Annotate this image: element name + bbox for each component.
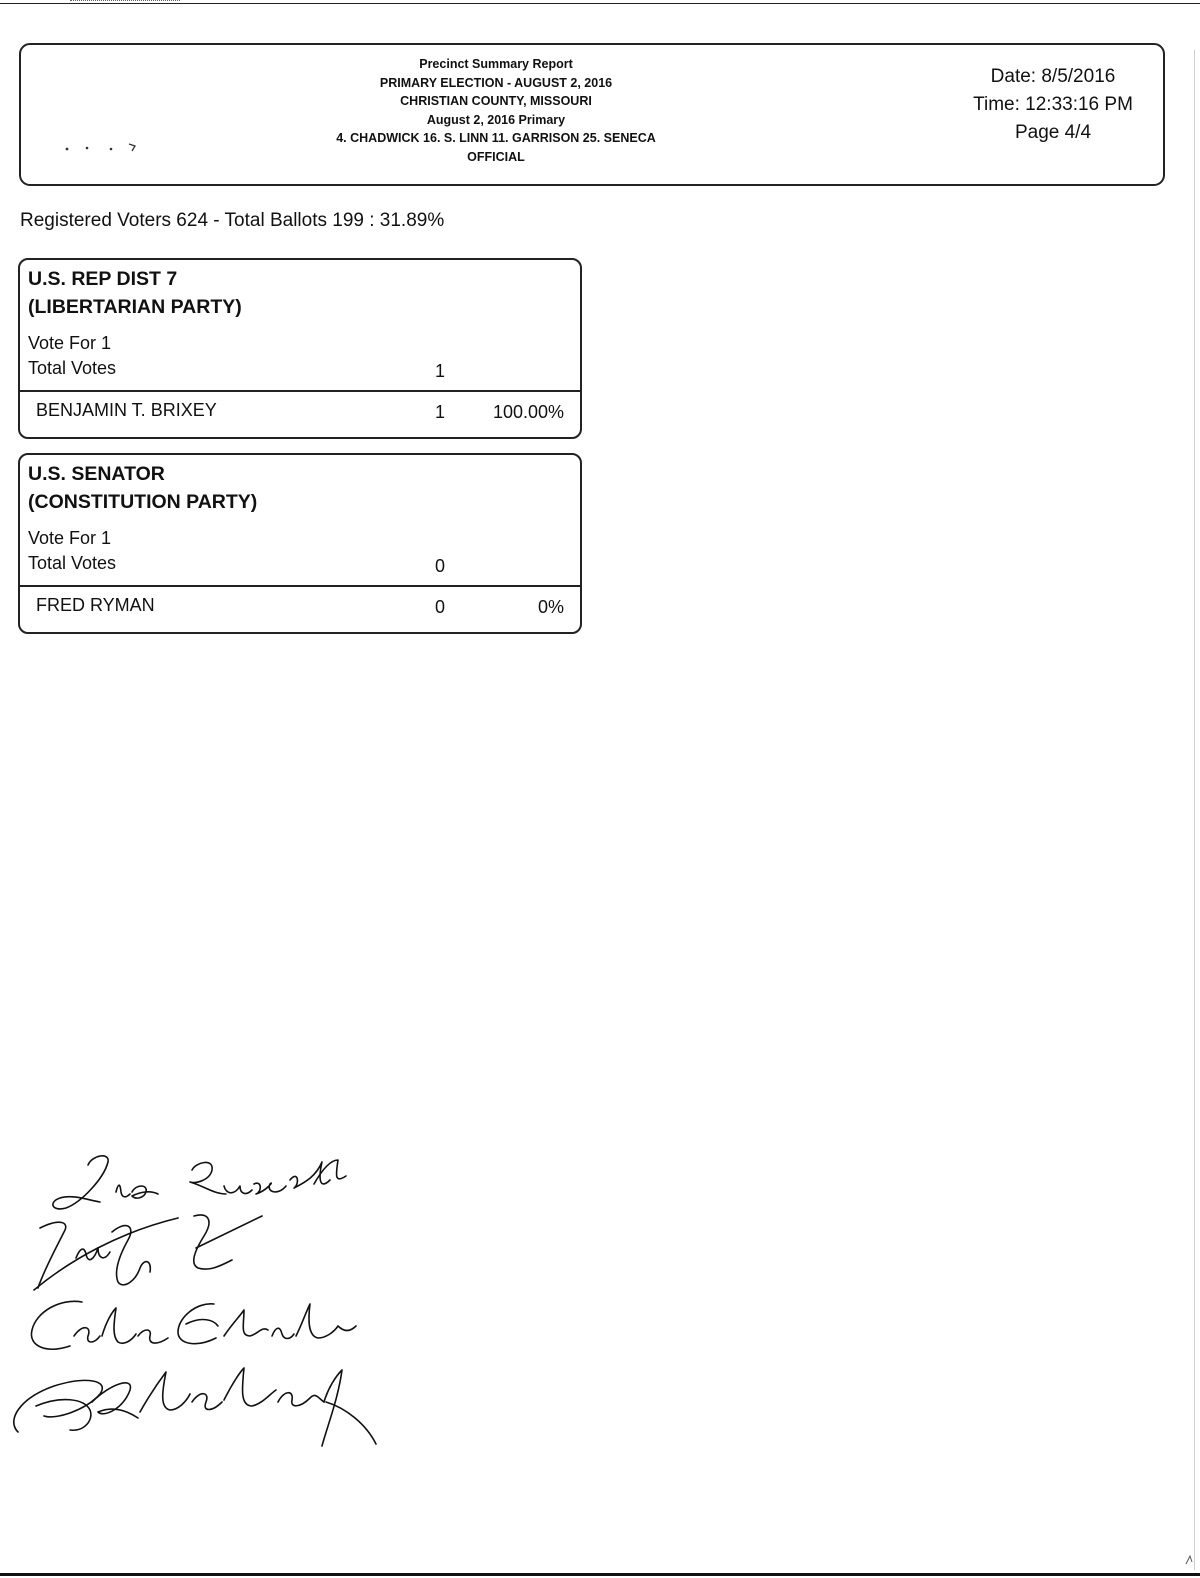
- vote-for-label: Vote For 1: [28, 528, 112, 548]
- candidate-name: FRED RYMAN: [36, 595, 155, 615]
- vote-for-label: Vote For 1: [28, 333, 112, 353]
- report-time: Time: 12:33:16 PM: [973, 94, 1133, 115]
- report-title-block: [271, 55, 721, 166]
- contest-box: [18, 258, 582, 439]
- report-date: Date: 8/5/2016: [990, 66, 1116, 87]
- total-votes-label: Total Votes: [28, 358, 117, 378]
- candidate-votes: 1: [434, 402, 445, 422]
- total-votes-value: 0: [434, 556, 445, 576]
- page-bottom-rule: [0, 1573, 1200, 1576]
- report-meta: [953, 63, 1153, 147]
- registration-summary: Registered Voters 624 - Total Ballots 199 : 31.89%: [20, 210, 445, 231]
- corner-artifact: [1184, 1552, 1194, 1566]
- scan-specks: [63, 140, 143, 154]
- official-label: OFFICIAL: [467, 149, 525, 164]
- election-name: PRIMARY ELECTION - AUGUST 2, 2016: [379, 75, 613, 90]
- candidate-votes: 0: [434, 597, 445, 617]
- report-title: Precinct Summary Report: [419, 57, 573, 71]
- report-header: [19, 43, 1165, 186]
- signature-block: [0, 1140, 400, 1460]
- total-votes-value: 1: [434, 361, 445, 381]
- contest-divider: [20, 390, 580, 392]
- total-votes-label: Total Votes: [28, 553, 117, 573]
- signature-4: [14, 1368, 376, 1446]
- contest-party: (LIBERTARIAN PARTY): [28, 296, 242, 318]
- candidate-name: BENJAMIN T. BRIXEY: [36, 400, 217, 420]
- precinct-list: 4. CHADWICK 16. S. LINN 11. GARRISON 25. SENECA: [336, 131, 656, 145]
- candidate-percent: 0%: [537, 597, 564, 617]
- page-right-edge: [1194, 50, 1195, 1570]
- signature-2: [34, 1215, 262, 1290]
- contest-divider: [20, 585, 580, 587]
- election-date: August 2, 2016 Primary: [426, 112, 566, 127]
- contest-title: [28, 265, 242, 321]
- contest-party: (CONSTITUTION PARTY): [28, 491, 258, 513]
- scan-top-artifact: [70, 0, 180, 1]
- county-name: CHRISTIAN COUNTY, MISSOURI: [400, 94, 592, 108]
- contest-box: [18, 453, 582, 634]
- signature-1: [53, 1156, 346, 1209]
- contest-office: U.S. REP DIST 7: [28, 268, 178, 290]
- contest-office: U.S. SENATOR: [28, 463, 165, 485]
- signature-3: [31, 1301, 356, 1349]
- page-top-rule: [0, 3, 1200, 4]
- page-number: Page 4/4: [1014, 122, 1092, 143]
- candidate-percent: 100.00%: [492, 402, 564, 422]
- contest-title: [28, 460, 257, 516]
